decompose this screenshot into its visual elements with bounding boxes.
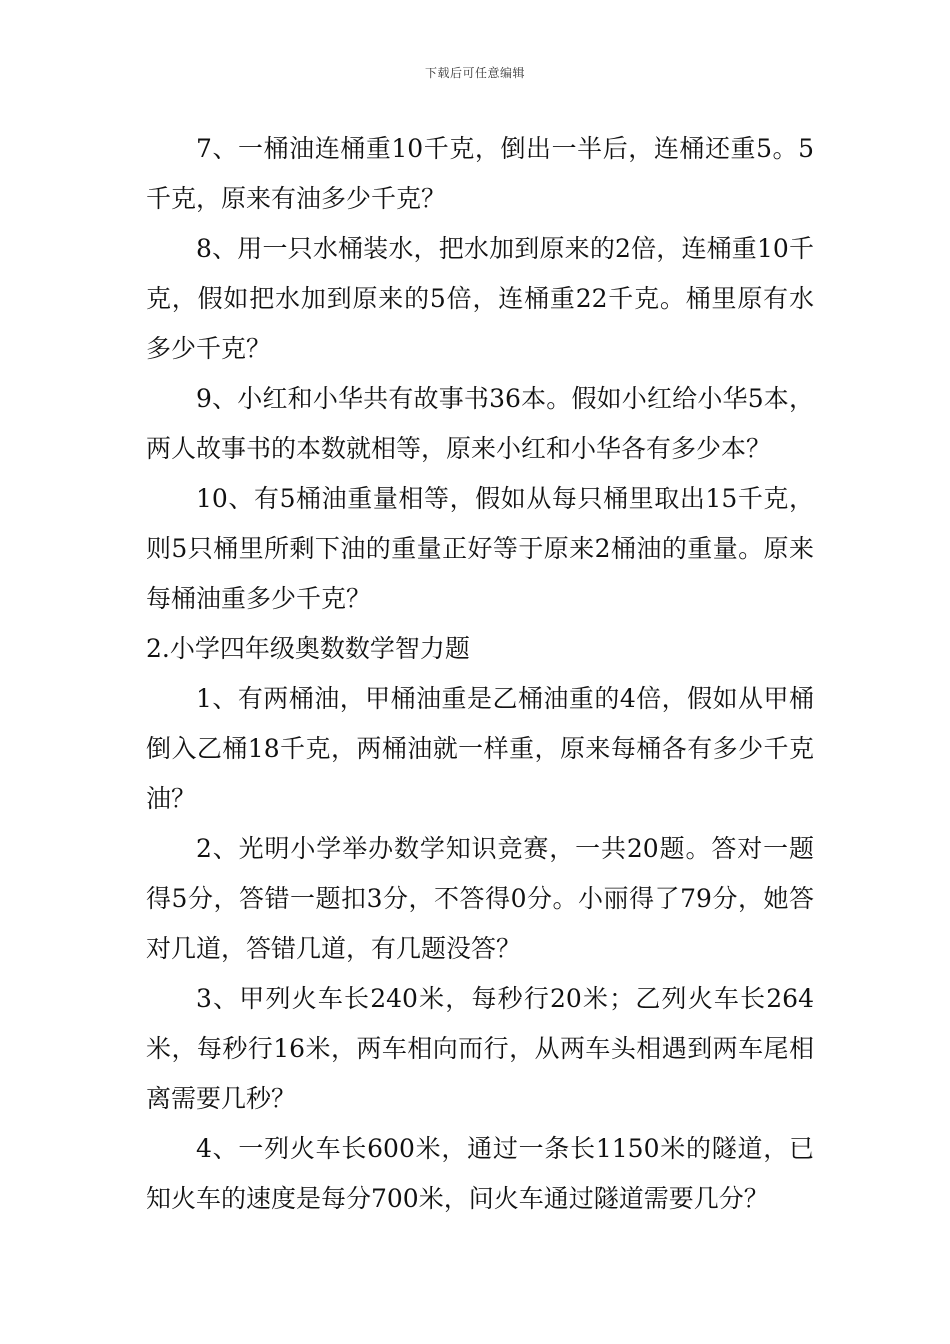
question-1: 1、有两桶油，甲桶油重是乙桶油重的4倍，假如从甲桶倒入乙桶18千克，两桶油就一样重，原来每桶各有多少千克油？	[146, 684, 814, 813]
document-body	[146, 124, 814, 1224]
section-heading: 2.小学四年级奥数数学智力题	[146, 634, 470, 663]
question-8: 8、用一只水桶装水，把水加到原来的2倍，连桶重10千克，假如把水加到原来的5倍，连桶重22千克。桶里原有水多少千克？	[146, 234, 814, 363]
question-4: 4、一列火车长600米，通过一条长1150米的隧道，已知火车的速度是每分700米，问火车通过隧道需要几分？	[146, 1134, 814, 1213]
question-7: 7、一桶油连桶重10千克，倒出一半后，连桶还重5。5千克，原来有油多少千克？	[146, 134, 814, 213]
question-9: 9、小红和小华共有故事书36本。假如小红给小华5本，两人故事书的本数就相等，原来小红和小华各有多少本？	[146, 384, 814, 463]
question-3: 3、甲列火车长240米，每秒行20米；乙列火车长264米，每秒行16米，两车相向而行，从两车头相遇到两车尾相离需要几秒？	[146, 984, 814, 1113]
page-header: 下载后可任意编辑	[424, 66, 525, 80]
question-2: 2、光明小学举办数学知识竞赛，一共20题。答对一题得5分，答错一题扣3分，不答得0分。小丽得了79分，她答对几道，答错几道，有几题没答？	[146, 834, 814, 963]
question-10: 10、有5桶油重量相等，假如从每只桶里取出15千克，则5只桶里所剩下油的重量正好等于原来2桶油的重量。原来每桶油重多少千克？	[146, 484, 814, 613]
